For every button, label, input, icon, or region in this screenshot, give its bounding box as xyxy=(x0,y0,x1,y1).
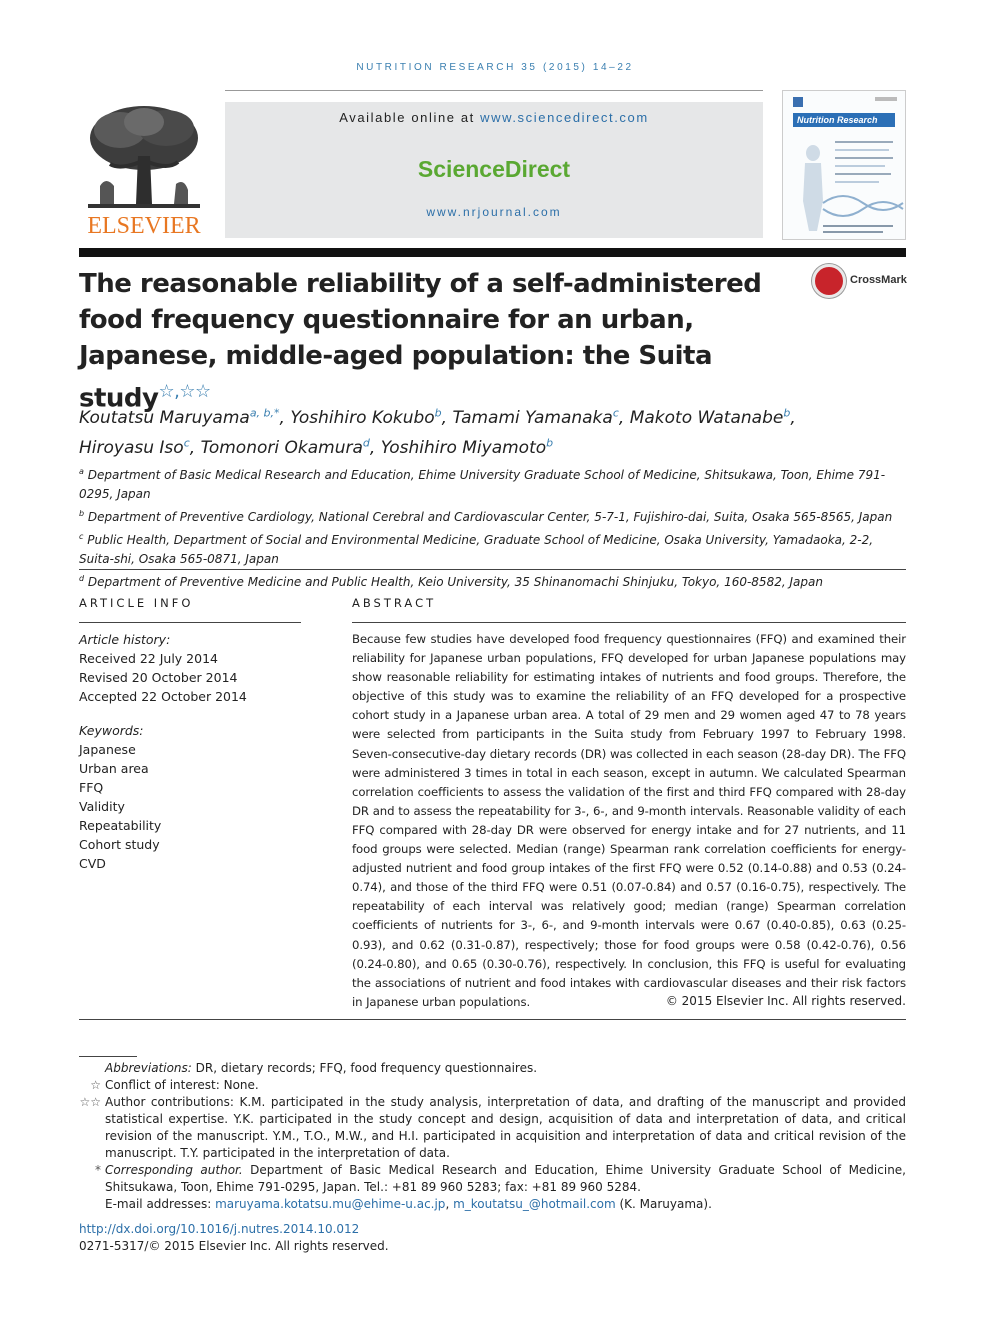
article-info-heading: ARTICLE INFO xyxy=(79,596,194,610)
affiliation: $^b$ Department of Preventive Cardiology, National Cerebral and Cardiovascular Center, 5-7-1, Fujishiro-dai, Suita, Osaka 565-8565, Japan xyxy=(79,509,893,524)
author: Yoshihiro Kokubo$^b$, xyxy=(290,406,453,428)
journal-url-link[interactable]: www.nrjournal.com xyxy=(426,205,562,219)
keywords-label: Keywords: xyxy=(79,723,144,738)
crossmark-icon xyxy=(812,264,846,298)
history-item: Revised 20 October 2014 xyxy=(79,670,238,685)
footnote-conflict: ☆ Conflict of interest: None. xyxy=(90,1078,259,1092)
section-divider xyxy=(79,569,906,570)
available-online-text: Available online at www.sciencedirect.com xyxy=(339,110,649,125)
article-info-panel xyxy=(79,630,301,873)
author: Yoshihiro Miyamoto$^b$ xyxy=(380,436,554,459)
email-link[interactable]: maruyama.kotatsu.mu@ehime-u.ac.jp xyxy=(215,1197,446,1211)
footnote-abbreviations: Abbreviations: DR, dietary records; FFQ, food frequency questionnaires. xyxy=(105,1061,538,1075)
keyword: FFQ xyxy=(79,780,104,795)
affiliation-list xyxy=(79,462,906,592)
journal-cover-thumbnail xyxy=(782,90,906,240)
header-top-rule xyxy=(225,90,763,91)
sciencedirect-url-link[interactable]: www.sciencedirect.com xyxy=(480,110,649,125)
footnote-corresponding: * Corresponding author. Department of Basic Medical Research and Education, Ehime University Graduate School of Medicine, Shitsukawa, Toon, Ehime 791-0295, Japan. Tel.: +81 89 960 5283; fax: +81 89 960 5284. xyxy=(95,1163,906,1194)
cover-journal-title: Nutrition Research xyxy=(793,113,895,127)
author-list xyxy=(79,400,906,461)
sciencedirect-logo: ScienceDirect xyxy=(417,156,571,182)
issn-copyright: 0271-5317/© 2015 Elsevier Inc. All rights reserved. xyxy=(79,1239,389,1253)
article-info-rule xyxy=(79,622,301,623)
history-item: Received 22 July 2014 xyxy=(79,651,218,666)
abstract-rule xyxy=(352,622,906,623)
abstract-heading: ABSTRACT xyxy=(352,596,437,610)
title-footnote-marks[interactable]: ☆,☆☆ xyxy=(158,381,211,402)
affiliation: $^c$ Public Health, Department of Social and Environmental Medicine, Graduate School of Medicine, Osaka University, Yamadaoka, 2-2, Suita-shi, Osaka 565-0871, Japan xyxy=(79,532,874,566)
footnote-rule xyxy=(79,1056,137,1057)
footnotes xyxy=(79,1060,906,1213)
header-thick-rule xyxy=(79,248,906,257)
affiliation: $^a$ Department of Basic Medical Research and Education, Ehime University Graduate School of Medicine, Shitsukawa, Toon, Ehime 791-0295, Japan xyxy=(79,467,886,501)
email-link[interactable]: m_koutatsu_@hotmail.com xyxy=(453,1197,616,1211)
author: Koutatsu Maruyama$^{a, b,*}$, xyxy=(79,406,291,428)
abstract-copyright: © 2015 Elsevier Inc. All rights reserved. xyxy=(665,994,906,1008)
footnote-emails: E-mail addresses: maruyama.kotatsu.mu@ehime-u.ac.jp, m_koutatsu_@hotmail.com (K. Maruyama). xyxy=(105,1197,712,1211)
keyword: Validity xyxy=(79,799,125,814)
keyword: CVD xyxy=(79,856,106,871)
crossmark-badge[interactable] xyxy=(812,264,908,300)
footnote-section-divider xyxy=(79,1019,906,1020)
article-history-label: Article history: xyxy=(79,632,171,647)
author: Tomonori Okamura$^d$, xyxy=(200,436,381,459)
keyword: Repeatability xyxy=(79,818,162,833)
article-title: The reasonable reliability of a self-administered food frequency questionnaire for an urban, Japanese, middle-aged population: the Suita study☆,☆☆ xyxy=(79,269,762,414)
author: Makoto Watanabe$^b$, xyxy=(629,406,796,428)
affiliation: $^d$ Department of Preventive Medicine and Public Health, Keio University, 35 Shinanomachi Shinjuku, Tokyo, 160-8582, Japan xyxy=(79,574,823,589)
keyword: Urban area xyxy=(79,761,149,776)
elsevier-logo xyxy=(80,100,208,240)
abstract-text: Because few studies have developed food frequency questionnaires (FFQ) and examined their reliability for Japanese urban populations, FFQ developed for urban Japanese populations may show reasonable reliability for estimating intakes of nutrients and food groups. Therefore, the objective of this study was to examine the reliability of an FFQ developed for a prospective cohort study in a Japanese urban area. A total of 29 men and 29 women aged 47 to 78 years were selected from participants in the Suita study from February 1997 to February 1998. Seven-consecutive-day dietary records (DR) was collected in each season (28-day DR). The FFQ were administered 3 times in total in each season, except in autumn. We calculated Spearman correlation coefficients to assess the validation of the first and third FFQ compared with 28-day DR and to assess the repeatability for 3-, 6-, and 9-month intervals. Reasonable validity of each FFQ compared with 28-day DR were observed for energy intake and for 27 nutrients, and 11 food groups were selected. Median (range) Spearman rank correlation coefficients for energy-adjusted nutrient and food group intakes of the first FFQ were 0.52 (0.14-0.88) and 0.53 (0.24-0.74), and those of the third FFQ were 0.51 (0.07-0.84) and 0.57 (0.16-0.75), respectively. The repeatability of each interval was relatively good; median (range) Spearman correlation coefficients of nutrients for 3-, 6-, and 9-month intervals were 0.67 (0.40-0.85), 0.63 (0.25-0.93), and 0.62 (0.31-0.87), respectively; those for food groups were 0.58 (0.42-0.76), 0.56 (0.24-0.80), and 0.65 (0.30-0.76), respectively. In conclusion, this FFQ is useful for evaluating the associations of nutrient and food intakes with cardiovascular diseases and their risk factors in Japanese urban populations. xyxy=(352,632,906,1009)
author: Tamami Yamanaka$^c$, xyxy=(452,406,630,428)
author: Hiroyasu Iso$^c$, xyxy=(79,436,201,459)
crossmark-label: CrossMark xyxy=(850,274,907,286)
journal-citation-line: NUTRITION RESEARCH 35 (2015) 14–22 xyxy=(356,62,634,73)
keyword: Japanese xyxy=(79,742,136,757)
footnote-contributions: ☆☆ Author contributions: K.M. participated in the study analysis, interpretation of data, and drafting of the manuscript and provided statistical expertise. Y.K. participated in the study concept and design, acquisition of data and interpretation of data, and critical revision of the manuscript. Y.M., T.O., M.W., and H.I. participated in acquisition and interpretation of data and critical revision of the manuscript. T.Y. participated in the interpretation of data. xyxy=(79,1095,906,1160)
doi-link[interactable]: http://dx.doi.org/10.1016/j.nutres.2014.10.012 xyxy=(79,1222,360,1236)
history-item: Accepted 22 October 2014 xyxy=(79,689,247,704)
elsevier-tree-icon xyxy=(80,100,208,212)
keyword: Cohort study xyxy=(79,837,160,852)
elsevier-wordmark: ELSEVIER xyxy=(87,213,201,239)
